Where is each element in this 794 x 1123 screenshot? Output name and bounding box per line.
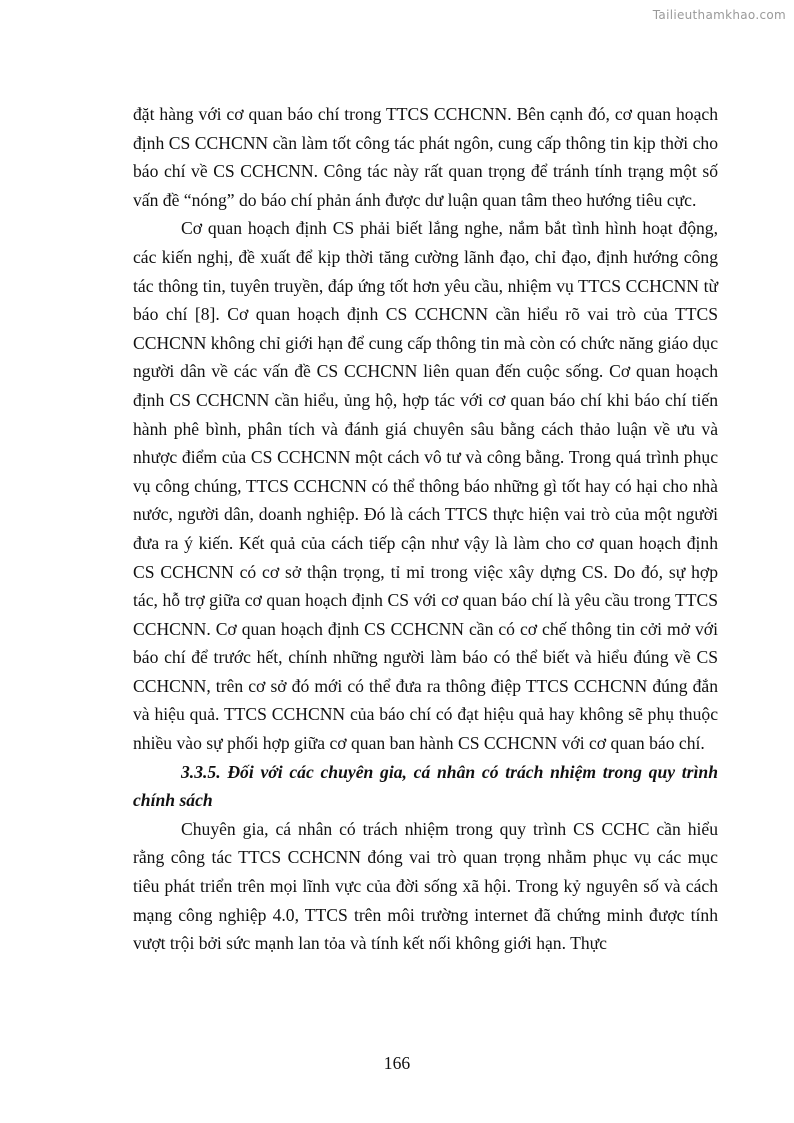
watermark: Tailieuthamkhao.com — [652, 8, 786, 22]
paragraph-policy-agency: Cơ quan hoạch định CS phải biết lắng nghe, nắm bắt tình hình hoạt động, các kiến nghị, đề xuất để kịp thời tăng cường lãnh đạo, chỉ đạo, định hướng công tác thông tin, tuyên truyền, đáp ứng tốt hơn yêu cầu, nhiệm vụ TTCS CCHCNN từ báo chí [8]. Cơ quan hoạch định CS CCHCNN cần hiểu rõ vai trò của TTCS CCHCNN không chỉ giới hạn để cung cấp thông tin mà còn có chức năng giáo dục người dân về các vấn đề CS CCHCNN liên quan đến cuộc sống. Cơ quan hoạch định CS CCHCNN cần hiểu, ủng hộ, hợp tác với cơ quan báo chí khi báo chí tiến hành phê bình, phân tích và đánh giá chuyên sâu bằng cách thảo luận về ưu và nhược điểm của CS CCHCNN một cách vô tư và công bằng. Trong quá trình phục vụ công chúng, TTCS CCHCNN có thể thông báo những gì tốt hay có hại cho nhà nước, người dân, doanh nghiệp. Đó là cách TTCS thực hiện vai trò của một người đưa ra ý kiến. Kết quả của cách tiếp cận như vậy là làm cho cơ quan hoạch định CS CCHCNN có cơ sở thận trọng, tỉ mỉ trong việc xây dựng CS. Do đó, sự hợp tác, hỗ trợ giữa cơ quan hoạch định CS với cơ quan báo chí là yêu cầu trong TTCS CCHCNN. Cơ quan hoạch định CS CCHCNN cần có cơ chế thông tin cởi mở với báo chí để trước hết, chính những người làm báo có thể biết và hiểu đúng về CS CCHCNN, trên cơ sở đó mới có thể đưa ra thông điệp TTCS CCHCNN đúng đắn và hiệu quả. TTCS CCHCNN của báo chí có đạt hiệu quả hay không sẽ phụ thuộc nhiều vào sự phối hợp giữa cơ quan ban hành CS CCHCNN với cơ quan báo chí. — [133, 218, 718, 754]
section-heading: 3.3.5. Đối với các chuyên gia, cá nhân có trách nhiệm trong quy trình chính sách — [133, 761, 718, 811]
page-body — [133, 100, 718, 958]
paragraph-continuation: đặt hàng với cơ quan báo chí trong TTCS CCHCNN. Bên cạnh đó, cơ quan hoạch định CS CCHCNN cần làm tốt công tác phát ngôn, cung cấp thông tin kịp thời cho báo chí về CS CCHCNN. Công tác này rất quan trọng để tránh tính trạng một số vấn đề “nóng” do báo chí phản ánh được dư luận quan tâm theo hướng tiêu cực. — [133, 104, 718, 210]
paragraph-experts: Chuyên gia, cá nhân có trách nhiệm trong quy trình CS CCHC cần hiểu rằng công tác TTCS CCHCNN đóng vai trò quan trọng nhằm phục vụ các mục tiêu phát triển trên mọi lĩnh vực của đời sống xã hội. Trong kỷ nguyên số và cách mạng công nghiệp 4.0, TTCS trên môi trường internet đã chứng minh được tính vượt trội bởi sức mạnh lan tỏa và tính kết nối không giới hạn. Thực — [133, 818, 718, 954]
page-number: 166 — [383, 1053, 411, 1073]
